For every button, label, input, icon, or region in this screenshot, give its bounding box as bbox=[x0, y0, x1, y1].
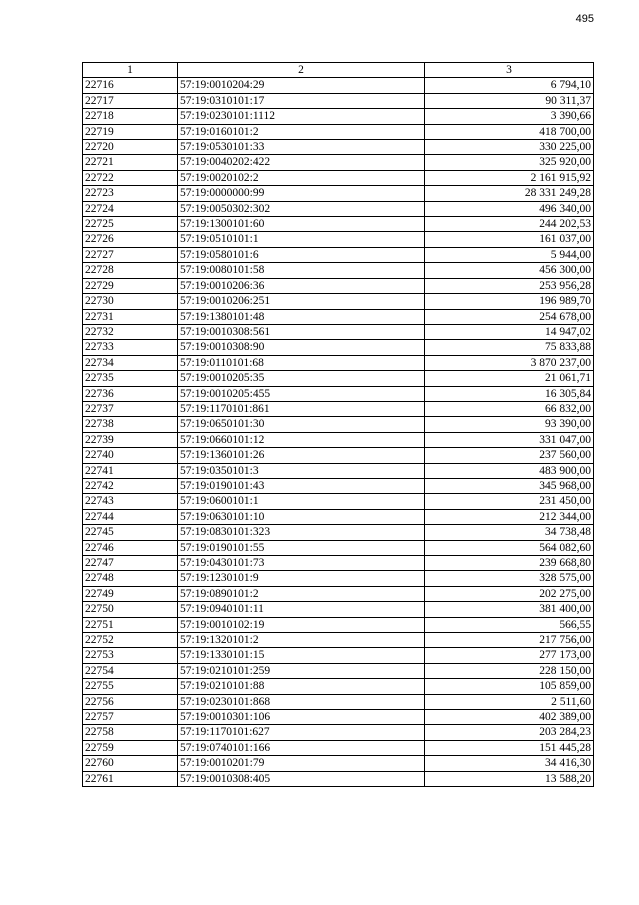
cadastral-value-cell: 566,55 bbox=[425, 617, 594, 632]
cadastral-value-cell: 2 161 915,92 bbox=[425, 170, 594, 185]
row-number-cell: 22742 bbox=[83, 478, 178, 493]
cadastral-value-cell: 239 668,80 bbox=[425, 556, 594, 571]
row-number-cell: 22717 bbox=[83, 93, 178, 108]
row-number-cell: 22720 bbox=[83, 140, 178, 155]
cadastral-value-cell: 244 202,53 bbox=[425, 217, 594, 232]
cadastral-number-cell: 57:19:1170101:861 bbox=[178, 401, 425, 416]
cadastral-number-cell: 57:19:0010102:19 bbox=[178, 617, 425, 632]
cadastral-value-cell: 254 678,00 bbox=[425, 309, 594, 324]
table-row bbox=[83, 432, 594, 447]
cadastral-number-cell: 57:19:0830101:323 bbox=[178, 525, 425, 540]
table-row bbox=[83, 355, 594, 370]
table-row bbox=[83, 725, 594, 740]
table-row bbox=[83, 648, 594, 663]
row-number-cell: 22751 bbox=[83, 617, 178, 632]
row-number-cell: 22761 bbox=[83, 771, 178, 786]
row-number-cell: 22723 bbox=[83, 186, 178, 201]
table-row bbox=[83, 478, 594, 493]
cadastral-number-cell: 57:19:0210101:259 bbox=[178, 663, 425, 678]
cadastral-number-cell: 57:19:0430101:73 bbox=[178, 556, 425, 571]
table-row bbox=[83, 556, 594, 571]
row-number-cell: 22732 bbox=[83, 324, 178, 339]
cadastral-value-cell: 75 833,88 bbox=[425, 340, 594, 355]
table-row bbox=[83, 663, 594, 678]
table-row bbox=[83, 710, 594, 725]
cadastral-number-cell: 57:19:1360101:26 bbox=[178, 448, 425, 463]
cadastral-value-cell: 5 944,00 bbox=[425, 247, 594, 262]
cadastral-value-cell: 330 225,00 bbox=[425, 140, 594, 155]
row-number-cell: 22748 bbox=[83, 571, 178, 586]
cadastral-number-cell: 57:19:1300101:60 bbox=[178, 217, 425, 232]
cadastral-value-cell: 381 400,00 bbox=[425, 602, 594, 617]
table-body bbox=[83, 78, 594, 787]
cadastral-number-cell: 57:19:0580101:6 bbox=[178, 247, 425, 262]
cadastral-value-cell: 203 284,23 bbox=[425, 725, 594, 740]
row-number-cell: 22731 bbox=[83, 309, 178, 324]
row-number-cell: 22718 bbox=[83, 109, 178, 124]
row-number-cell: 22734 bbox=[83, 355, 178, 370]
table-row bbox=[83, 386, 594, 401]
row-number-cell: 22759 bbox=[83, 740, 178, 755]
cadastral-number-cell: 57:19:0210101:88 bbox=[178, 679, 425, 694]
cadastral-number-cell: 57:19:0600101:1 bbox=[178, 494, 425, 509]
cadastral-number-cell: 57:19:0650101:30 bbox=[178, 417, 425, 432]
table-row bbox=[83, 633, 594, 648]
column-header-number: 1 bbox=[83, 63, 178, 78]
row-number-cell: 22756 bbox=[83, 694, 178, 709]
row-number-cell: 22744 bbox=[83, 509, 178, 524]
table-row bbox=[83, 602, 594, 617]
row-number-cell: 22738 bbox=[83, 417, 178, 432]
cadastral-value-cell: 16 305,84 bbox=[425, 386, 594, 401]
row-number-cell: 22754 bbox=[83, 663, 178, 678]
cadastral-number-cell: 57:19:0510101:1 bbox=[178, 232, 425, 247]
table-row bbox=[83, 232, 594, 247]
cadastral-value-cell: 196 989,70 bbox=[425, 294, 594, 309]
table-row bbox=[83, 525, 594, 540]
cadastral-value-cell: 237 560,00 bbox=[425, 448, 594, 463]
cadastral-number-cell: 57:19:0630101:10 bbox=[178, 509, 425, 524]
row-number-cell: 22726 bbox=[83, 232, 178, 247]
table-row bbox=[83, 463, 594, 478]
cadastral-value-cell: 13 588,20 bbox=[425, 771, 594, 786]
table-row bbox=[83, 586, 594, 601]
cadastral-number-cell: 57:19:1380101:48 bbox=[178, 309, 425, 324]
row-number-cell: 22736 bbox=[83, 386, 178, 401]
row-number-cell: 22760 bbox=[83, 756, 178, 771]
cadastral-number-cell: 57:19:0000000:99 bbox=[178, 186, 425, 201]
row-number-cell: 22739 bbox=[83, 432, 178, 447]
row-number-cell: 22727 bbox=[83, 247, 178, 262]
cadastral-value-cell: 345 968,00 bbox=[425, 478, 594, 493]
cadastral-value-cell: 2 511,60 bbox=[425, 694, 594, 709]
row-number-cell: 22743 bbox=[83, 494, 178, 509]
cadastral-number-cell: 57:19:1170101:627 bbox=[178, 725, 425, 740]
cadastral-number-cell: 57:19:0010308:405 bbox=[178, 771, 425, 786]
cadastral-value-cell: 456 300,00 bbox=[425, 263, 594, 278]
row-number-cell: 22725 bbox=[83, 217, 178, 232]
cadastral-value-cell: 21 061,71 bbox=[425, 371, 594, 386]
table-row bbox=[83, 540, 594, 555]
cadastral-value-cell: 6 794,10 bbox=[425, 78, 594, 93]
table-row bbox=[83, 309, 594, 324]
table-row bbox=[83, 417, 594, 432]
cadastral-value-cell: 34 416,30 bbox=[425, 756, 594, 771]
cadastral-value-cell: 3 870 237,00 bbox=[425, 355, 594, 370]
table-row bbox=[83, 340, 594, 355]
row-number-cell: 22750 bbox=[83, 602, 178, 617]
cadastral-number-cell: 57:19:0160101:2 bbox=[178, 124, 425, 139]
cadastral-value-cell: 105 859,00 bbox=[425, 679, 594, 694]
page-number: 495 bbox=[575, 13, 594, 25]
table-row bbox=[83, 294, 594, 309]
cadastral-number-cell: 57:19:0010205:455 bbox=[178, 386, 425, 401]
row-number-cell: 22724 bbox=[83, 201, 178, 216]
table-row bbox=[83, 93, 594, 108]
table-row bbox=[83, 371, 594, 386]
table-row bbox=[83, 509, 594, 524]
cadastral-number-cell: 57:19:0010308:90 bbox=[178, 340, 425, 355]
row-number-cell: 22735 bbox=[83, 371, 178, 386]
cadastral-number-cell: 57:19:0040202:422 bbox=[178, 155, 425, 170]
cadastral-number-cell: 57:19:0190101:43 bbox=[178, 478, 425, 493]
column-header-cadastral-number: 2 bbox=[178, 63, 425, 78]
cadastral-value-cell: 231 450,00 bbox=[425, 494, 594, 509]
cadastral-number-cell: 57:19:0050302:302 bbox=[178, 201, 425, 216]
table-row bbox=[83, 740, 594, 755]
table-row bbox=[83, 694, 594, 709]
cadastral-value-cell: 212 344,00 bbox=[425, 509, 594, 524]
cadastral-number-cell: 57:19:0110101:68 bbox=[178, 355, 425, 370]
table-row bbox=[83, 186, 594, 201]
cadastral-number-cell: 57:19:0020102:2 bbox=[178, 170, 425, 185]
cadastral-value-cell: 496 340,00 bbox=[425, 201, 594, 216]
header-row bbox=[83, 63, 594, 78]
cadastral-number-cell: 57:19:0660101:12 bbox=[178, 432, 425, 447]
cadastral-number-cell: 57:19:0010206:36 bbox=[178, 278, 425, 293]
cadastral-number-cell: 57:19:0080101:58 bbox=[178, 263, 425, 278]
table-row bbox=[83, 771, 594, 786]
column-header-value: 3 bbox=[425, 63, 594, 78]
cadastral-value-cell: 202 275,00 bbox=[425, 586, 594, 601]
cadastral-number-cell: 57:19:0190101:55 bbox=[178, 540, 425, 555]
cadastral-value-cell: 66 832,00 bbox=[425, 401, 594, 416]
cadastral-value-cell: 277 173,00 bbox=[425, 648, 594, 663]
table-row bbox=[83, 263, 594, 278]
cadastral-number-cell: 57:19:0890101:2 bbox=[178, 586, 425, 601]
row-number-cell: 22722 bbox=[83, 170, 178, 185]
cadastral-number-cell: 57:19:0010206:251 bbox=[178, 294, 425, 309]
table-row bbox=[83, 124, 594, 139]
row-number-cell: 22721 bbox=[83, 155, 178, 170]
table-row bbox=[83, 217, 594, 232]
row-number-cell: 22745 bbox=[83, 525, 178, 540]
row-number-cell: 22730 bbox=[83, 294, 178, 309]
row-number-cell: 22753 bbox=[83, 648, 178, 663]
table-row bbox=[83, 448, 594, 463]
cadastral-value-cell: 14 947,02 bbox=[425, 324, 594, 339]
cadastral-value-cell: 483 900,00 bbox=[425, 463, 594, 478]
cadastral-number-cell: 57:19:0350101:3 bbox=[178, 463, 425, 478]
cadastral-number-cell: 57:19:0740101:166 bbox=[178, 740, 425, 755]
cadastral-number-cell: 57:19:0230101:868 bbox=[178, 694, 425, 709]
cadastral-number-cell: 57:19:0010204:29 bbox=[178, 78, 425, 93]
cadastral-number-cell: 57:19:0230101:1112 bbox=[178, 109, 425, 124]
table-row bbox=[83, 494, 594, 509]
cadastral-value-cell: 228 150,00 bbox=[425, 663, 594, 678]
cadastral-number-cell: 57:19:0010205:35 bbox=[178, 371, 425, 386]
table-row bbox=[83, 78, 594, 93]
cadastral-number-cell: 57:19:0940101:11 bbox=[178, 602, 425, 617]
row-number-cell: 22758 bbox=[83, 725, 178, 740]
cadastral-value-cell: 418 700,00 bbox=[425, 124, 594, 139]
cadastral-value-cell: 93 390,00 bbox=[425, 417, 594, 432]
row-number-cell: 22755 bbox=[83, 679, 178, 694]
cadastral-value-table bbox=[82, 62, 594, 787]
row-number-cell: 22719 bbox=[83, 124, 178, 139]
table-row bbox=[83, 140, 594, 155]
table-row bbox=[83, 756, 594, 771]
cadastral-number-cell: 57:19:0010301:106 bbox=[178, 710, 425, 725]
table-row bbox=[83, 170, 594, 185]
cadastral-value-cell: 331 047,00 bbox=[425, 432, 594, 447]
table-row bbox=[83, 679, 594, 694]
row-number-cell: 22757 bbox=[83, 710, 178, 725]
cadastral-number-cell: 57:19:1320101:2 bbox=[178, 633, 425, 648]
row-number-cell: 22729 bbox=[83, 278, 178, 293]
row-number-cell: 22746 bbox=[83, 540, 178, 555]
cadastral-number-cell: 57:19:0530101:33 bbox=[178, 140, 425, 155]
table-header bbox=[83, 63, 594, 78]
row-number-cell: 22740 bbox=[83, 448, 178, 463]
table-row bbox=[83, 201, 594, 216]
row-number-cell: 22741 bbox=[83, 463, 178, 478]
cadastral-value-cell: 34 738,48 bbox=[425, 525, 594, 540]
row-number-cell: 22728 bbox=[83, 263, 178, 278]
row-number-cell: 22716 bbox=[83, 78, 178, 93]
table-row bbox=[83, 571, 594, 586]
cadastral-number-cell: 57:19:1330101:15 bbox=[178, 648, 425, 663]
table-row bbox=[83, 401, 594, 416]
cadastral-number-cell: 57:19:0010201:79 bbox=[178, 756, 425, 771]
cadastral-value-cell: 328 575,00 bbox=[425, 571, 594, 586]
cadastral-number-cell: 57:19:0310101:17 bbox=[178, 93, 425, 108]
table-row bbox=[83, 324, 594, 339]
cadastral-value-cell: 217 756,00 bbox=[425, 633, 594, 648]
row-number-cell: 22733 bbox=[83, 340, 178, 355]
cadastral-value-cell: 28 331 249,28 bbox=[425, 186, 594, 201]
table-row bbox=[83, 155, 594, 170]
table-row bbox=[83, 617, 594, 632]
row-number-cell: 22737 bbox=[83, 401, 178, 416]
cadastral-value-cell: 253 956,28 bbox=[425, 278, 594, 293]
cadastral-value-cell: 325 920,00 bbox=[425, 155, 594, 170]
cadastral-value-cell: 161 037,00 bbox=[425, 232, 594, 247]
cadastral-value-cell: 564 082,60 bbox=[425, 540, 594, 555]
cadastral-value-cell: 3 390,66 bbox=[425, 109, 594, 124]
cadastral-value-cell: 402 389,00 bbox=[425, 710, 594, 725]
row-number-cell: 22747 bbox=[83, 556, 178, 571]
cadastral-number-cell: 57:19:0010308:561 bbox=[178, 324, 425, 339]
row-number-cell: 22749 bbox=[83, 586, 178, 601]
cadastral-value-cell: 90 311,37 bbox=[425, 93, 594, 108]
table-row bbox=[83, 247, 594, 262]
cadastral-value-cell: 151 445,28 bbox=[425, 740, 594, 755]
cadastral-number-cell: 57:19:1230101:9 bbox=[178, 571, 425, 586]
table-row bbox=[83, 278, 594, 293]
table-row bbox=[83, 109, 594, 124]
row-number-cell: 22752 bbox=[83, 633, 178, 648]
